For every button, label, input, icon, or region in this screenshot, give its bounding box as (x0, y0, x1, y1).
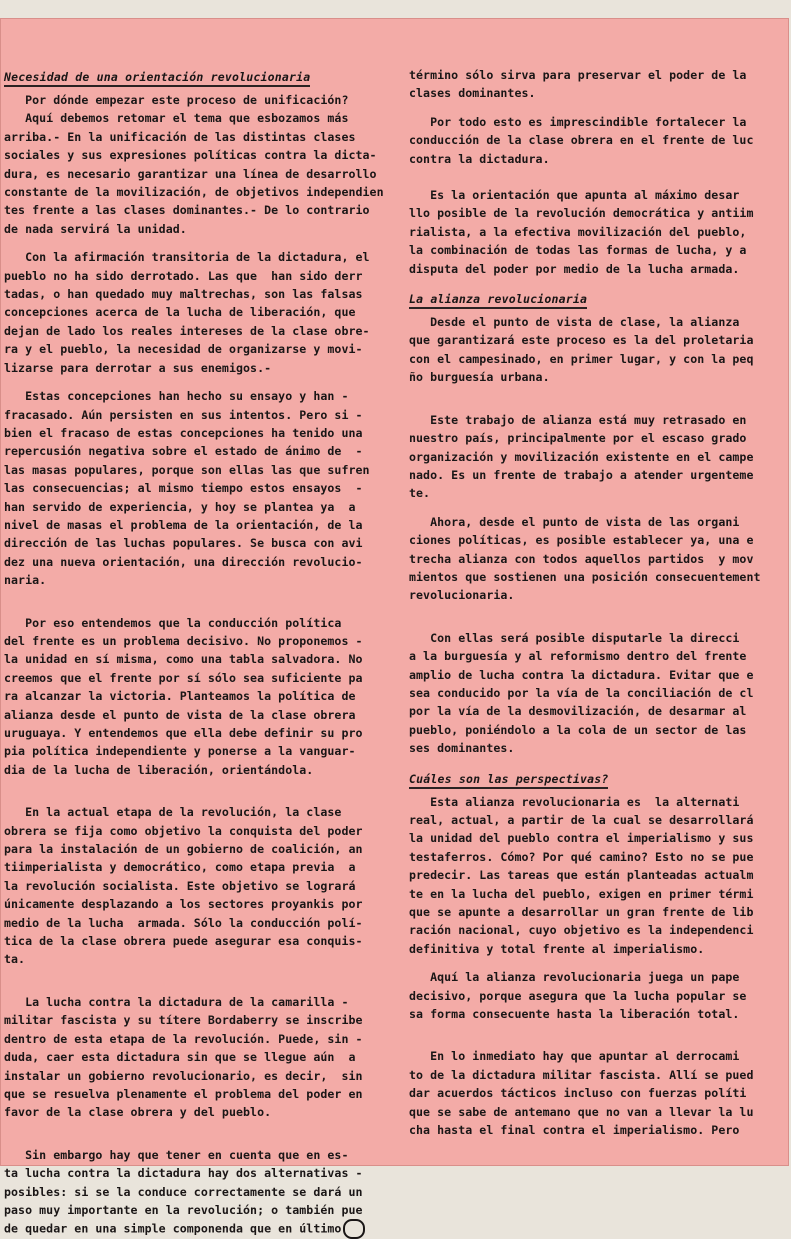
paragraph: En la actual etapa de la revolución, la clase obrera se fija como objetivo la conquista del poder para la instalación de un gobierno de coalición, an tiimperialista y democrático, como etapa previa a la revolución socialista. Este objetivo se logrará únicamente desplazando a los sectores proyankis por medio de la lucha armada. Sólo la conducción polí- tica de la clase obrera puede asegurar esa conquis- ta. (4, 805, 363, 967)
left-column (4, 66, 406, 1239)
section-heading-perspectivas: Cuáles son las perspectivas? (409, 772, 608, 789)
paragraph: Por dónde empezar este proceso de unificación? Aquí debemos retomar el tema que esbozamos más arriba.- En la unificación de las distintas clases sociales y sus expresiones políticas contra la dicta- dura, es necesario garantizar una línea de desarrollo constante de la movilización, de objetivos independien tes frente a las clases dominantes.- De lo contrario de nada servirá la unidad. (4, 93, 384, 236)
paragraph: La lucha contra la dictadura de la camarilla - militar fascista y su títere Bordaberry se inscribe dentro de esta etapa de la revolución. Puede, sin - duda, caer esta dictadura sin que se llegue aún a instalar un gobierno revolucionario, es decir, sin que se resuelva plenamente el problema del poder en favor de la clase obrera y del pueblo. (4, 994, 363, 1120)
paragraph: Es la orientación que apunta al máximo desar llo posible de la revolución democrática y antiim rialista, a la efectiva movilización del pueblo, la combinación de todas las formas de lucha, y a disputa del poder por medio de la lucha armada. (409, 188, 754, 276)
section-heading-alianza: La alianza revolucionaria (409, 292, 587, 309)
paragraph-last (4, 1146, 406, 1239)
paragraph-last-text: Sin embargo hay que tener en cuenta que en es- ta lucha contra la dictadura hay dos alternativas - posibles: si se la conduce correctamente se dará un paso muy importante en la revolución; o también pue de quedar en una simple componenda que en último (4, 1147, 363, 1236)
paragraph: Con ellas será posible disputarle la direcci a la burguesía y al reformismo dentro del frente amplio de lucha contra la dictadura. Evitar que e sea conducido por la vía de la conciliación de cl por la vía de la desmovilización, de desarmar al pueblo, poniéndolo a la cola de un sector de las ses dominantes. (409, 630, 754, 756)
paragraph: En lo inmediato hay que apuntar al derrocami to de la dictadura militar fascista. Allí se pued dar acuerdos tácticos incluso con fuerzas políti que se sabe de antemano que no van a llevar la lu cha hasta el final contra el imperialismo. Pero (409, 1049, 754, 1138)
paragraph: Desde el punto de vista de clase, la alianza que garantizará este proceso es la del proletaria con el campesinado, en primer lugar, y con la peq ño burguesía urbana. (409, 315, 754, 385)
paragraph: Ahora, desde el punto de vista de las organi ciones políticas, es posible establecer ya, una e trecha alianza con todos aquellos partidos y mov mientos que sostienen una posición consecuentement revolucionaria. (409, 514, 761, 603)
paragraph: Estas concepciones han hecho su ensayo y han - fracasado. Aún persisten en sus intentos. Pero si - bien el fracaso de estas concepciones ha tenido una repercusión negativa sobre el estado de ánimo de - las masas populares, porque son ellas las que sufren las consecuencias; al mismo tiempo estos ensayos - han servido de experiencia, y hoy se plantea ya a nivel de masas el problema de la orientación, de la dirección de las luchas populares. Se busca con avi dez una nueva orientación, una dirección revolucio- naria. (4, 389, 370, 588)
paragraph: término sólo sirva para preservar el poder de la clases dominantes. (409, 68, 747, 101)
paragraph: Esta alianza revolucionaria es la alternati real, actual, a partir de la cual se desarrollará la unidad del pueblo contra el imperialismo y sus testaferros. Cómo? Por qué camino? Esto no se pue predecir. Las tareas que están planteadas actualm te en la lucha del pueblo, exigen en primer térmi que se apunte a desarrollar un gran frente de lib ración nacional, cuyo objetivo es la independenci definitiva y total frente al imperialismo. (409, 794, 754, 956)
paragraph: Por todo esto es imprescindible fortalecer la conducción de la clase obrera en el frente de luc contra la dictadura. (409, 114, 754, 166)
paragraph: Con la afirmación transitoria de la dictadura, el pueblo no ha sido derrotado. Las que han sido derr tadas, o han quedado muy maltrechas, son las falsas concepciones acerca de la lucha de liberación, que dejan de lado los reales intereses de la clase obre- ra y el pueblo, la necesidad de organizarse y movi- lizarse para derrotar a sus enemigos.- (4, 250, 370, 375)
paragraph: Aquí la alianza revolucionaria juega un pape decisivo, porque asegura que la lucha popular se sa forma consecuente hasta la liberación total. (409, 970, 747, 1022)
right-column (409, 66, 789, 1140)
document-page (0, 18, 789, 1236)
paragraph: Este trabajo de alianza está muy retrasado en nuestro país, principalmente por el escaso grado organización y movilización existente en el campe nado. Es un frente de trabajo a atender urgenteme te. (409, 412, 754, 501)
page-stamp-icon (343, 1219, 365, 1239)
paragraph: Por eso entendemos que la conducción política del frente es un problema decisivo. No proponemos - la unidad en sí misma, como una tabla salvadora. No creemos que el frente por sí sólo sea suficiente pa ra alcanzar la victoria. Planteamos la política de alianza desde el punto de vista de la clase obrera uruguaya. Y entendemos que ella debe definir su pro pia política independiente y ponerse a la vanguar- dia de la lucha de liberación, orientándola. (4, 615, 363, 777)
section-heading-orientacion: Necesidad de una orientación revolucionaria (4, 70, 310, 87)
